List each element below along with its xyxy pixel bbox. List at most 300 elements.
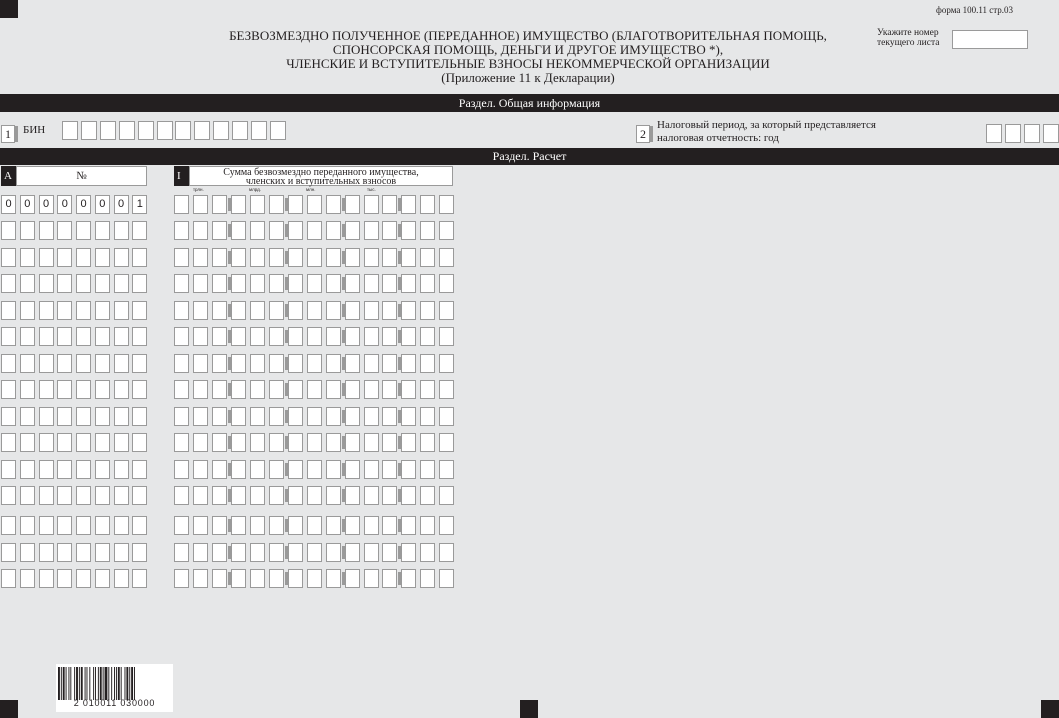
amount-digit-cell[interactable] (193, 248, 208, 267)
row-number-digit-cell[interactable] (76, 327, 91, 346)
row-number-digit-cell[interactable] (20, 486, 35, 505)
amount-digit-cell[interactable] (420, 569, 435, 588)
amount-digit-cell[interactable] (250, 380, 265, 399)
amount-digit-cell[interactable] (212, 516, 227, 535)
row-number-digit-cell[interactable] (20, 221, 35, 240)
amount-digit-cell[interactable] (345, 460, 360, 479)
row-number-digit-cell[interactable] (1, 486, 16, 505)
amount-digit-cell[interactable] (345, 380, 360, 399)
amount-digit-cell[interactable] (231, 569, 246, 588)
amount-digit-cell[interactable] (364, 195, 379, 214)
amount-digit-cell[interactable] (382, 569, 397, 588)
amount-digit-cell[interactable] (193, 380, 208, 399)
row-number-digit-cell[interactable] (39, 354, 54, 373)
row-number-digit-cell[interactable] (39, 380, 54, 399)
amount-digit-cell[interactable] (420, 516, 435, 535)
amount-digit-cell[interactable] (439, 195, 454, 214)
amount-digit-cell[interactable] (231, 327, 246, 346)
amount-digit-cell[interactable] (345, 221, 360, 240)
bin-digit-cell[interactable] (213, 121, 229, 140)
row-number-digit-cell[interactable] (39, 248, 54, 267)
bin-digit-cell[interactable] (157, 121, 173, 140)
row-number-digit-cell[interactable] (132, 274, 147, 293)
amount-digit-cell[interactable] (364, 248, 379, 267)
amount-digit-cell[interactable] (420, 327, 435, 346)
amount-digit-cell[interactable] (231, 221, 246, 240)
row-number-digit-cell[interactable]: 0 (76, 195, 91, 214)
amount-digit-cell[interactable] (364, 327, 379, 346)
amount-digit-cell[interactable] (326, 486, 341, 505)
row-number-digit-cell[interactable] (114, 301, 129, 320)
amount-digit-cell[interactable] (364, 486, 379, 505)
row-number-digit-cell[interactable] (95, 433, 110, 452)
row-number-digit-cell[interactable] (57, 543, 72, 562)
amount-digit-cell[interactable] (326, 543, 341, 562)
amount-digit-cell[interactable] (307, 460, 322, 479)
amount-digit-cell[interactable] (307, 327, 322, 346)
amount-digit-cell[interactable] (269, 433, 284, 452)
amount-digit-cell[interactable] (382, 221, 397, 240)
row-number-digit-cell[interactable] (20, 380, 35, 399)
row-number-digit-cell[interactable] (1, 221, 16, 240)
row-number-digit-cell[interactable] (95, 380, 110, 399)
amount-digit-cell[interactable] (174, 327, 189, 346)
row-number-digit-cell[interactable] (114, 543, 129, 562)
row-number-digit-cell[interactable] (76, 543, 91, 562)
amount-digit-cell[interactable] (250, 407, 265, 426)
amount-digit-cell[interactable] (231, 248, 246, 267)
amount-digit-cell[interactable] (231, 433, 246, 452)
amount-digit-cell[interactable] (212, 221, 227, 240)
amount-digit-cell[interactable] (420, 248, 435, 267)
amount-digit-cell[interactable] (345, 569, 360, 588)
amount-digit-cell[interactable] (439, 460, 454, 479)
amount-digit-cell[interactable] (307, 433, 322, 452)
amount-digit-cell[interactable] (326, 407, 341, 426)
amount-digit-cell[interactable] (420, 195, 435, 214)
amount-digit-cell[interactable] (174, 354, 189, 373)
amount-digit-cell[interactable] (288, 486, 303, 505)
row-number-digit-cell[interactable] (76, 433, 91, 452)
row-number-digit-cell[interactable] (39, 221, 54, 240)
amount-digit-cell[interactable] (382, 543, 397, 562)
amount-digit-cell[interactable] (345, 354, 360, 373)
amount-digit-cell[interactable] (231, 543, 246, 562)
row-number-digit-cell[interactable] (95, 274, 110, 293)
amount-digit-cell[interactable] (193, 460, 208, 479)
row-number-digit-cell[interactable] (95, 248, 110, 267)
amount-digit-cell[interactable] (212, 380, 227, 399)
amount-digit-cell[interactable] (250, 486, 265, 505)
amount-digit-cell[interactable] (212, 486, 227, 505)
row-number-digit-cell[interactable] (39, 301, 54, 320)
row-number-digit-cell[interactable] (95, 354, 110, 373)
row-number-digit-cell[interactable] (57, 354, 72, 373)
amount-digit-cell[interactable] (364, 221, 379, 240)
bin-digit-cell[interactable] (270, 121, 286, 140)
row-number-digit-cell[interactable] (76, 569, 91, 588)
amount-digit-cell[interactable] (439, 301, 454, 320)
row-number-digit-cell[interactable] (1, 354, 16, 373)
row-number-digit-cell[interactable] (20, 516, 35, 535)
amount-digit-cell[interactable] (345, 407, 360, 426)
amount-digit-cell[interactable] (269, 221, 284, 240)
row-number-digit-cell[interactable] (57, 433, 72, 452)
row-number-digit-cell[interactable] (76, 248, 91, 267)
amount-digit-cell[interactable] (382, 380, 397, 399)
row-number-digit-cell[interactable] (114, 274, 129, 293)
amount-digit-cell[interactable] (439, 516, 454, 535)
amount-digit-cell[interactable] (250, 327, 265, 346)
amount-digit-cell[interactable] (288, 354, 303, 373)
bin-digit-cell[interactable] (232, 121, 248, 140)
amount-digit-cell[interactable] (269, 327, 284, 346)
amount-digit-cell[interactable] (212, 569, 227, 588)
amount-digit-cell[interactable] (307, 543, 322, 562)
amount-digit-cell[interactable] (401, 221, 416, 240)
row-number-digit-cell[interactable] (1, 327, 16, 346)
row-number-digit-cell[interactable] (95, 569, 110, 588)
amount-digit-cell[interactable] (364, 569, 379, 588)
row-number-digit-cell[interactable] (76, 354, 91, 373)
amount-digit-cell[interactable] (288, 327, 303, 346)
amount-digit-cell[interactable] (288, 407, 303, 426)
row-number-digit-cell[interactable] (20, 327, 35, 346)
amount-digit-cell[interactable] (307, 248, 322, 267)
amount-digit-cell[interactable] (231, 407, 246, 426)
row-number-digit-cell[interactable] (132, 433, 147, 452)
amount-digit-cell[interactable] (174, 301, 189, 320)
amount-digit-cell[interactable] (364, 516, 379, 535)
row-number-digit-cell[interactable] (95, 460, 110, 479)
amount-digit-cell[interactable] (174, 195, 189, 214)
amount-digit-cell[interactable] (269, 407, 284, 426)
sheet-number-input[interactable] (952, 30, 1028, 49)
amount-digit-cell[interactable] (420, 543, 435, 562)
amount-digit-cell[interactable] (345, 516, 360, 535)
amount-digit-cell[interactable] (401, 433, 416, 452)
amount-digit-cell[interactable] (382, 516, 397, 535)
row-number-digit-cell[interactable] (39, 569, 54, 588)
amount-digit-cell[interactable] (420, 380, 435, 399)
amount-digit-cell[interactable] (401, 380, 416, 399)
amount-digit-cell[interactable] (250, 195, 265, 214)
row-number-digit-cell[interactable] (1, 569, 16, 588)
amount-digit-cell[interactable] (231, 301, 246, 320)
row-number-digit-cell[interactable] (20, 301, 35, 320)
row-number-digit-cell[interactable] (95, 486, 110, 505)
row-number-digit-cell[interactable] (1, 407, 16, 426)
row-number-digit-cell[interactable] (57, 221, 72, 240)
row-number-digit-cell[interactable]: 0 (39, 195, 54, 214)
amount-digit-cell[interactable] (420, 407, 435, 426)
row-number-digit-cell[interactable] (114, 516, 129, 535)
row-number-digit-cell[interactable] (114, 569, 129, 588)
row-number-digit-cell[interactable] (132, 516, 147, 535)
amount-digit-cell[interactable] (307, 407, 322, 426)
amount-digit-cell[interactable] (401, 248, 416, 267)
amount-digit-cell[interactable] (345, 543, 360, 562)
row-number-digit-cell[interactable] (39, 516, 54, 535)
amount-digit-cell[interactable] (193, 221, 208, 240)
amount-digit-cell[interactable] (420, 486, 435, 505)
amount-digit-cell[interactable] (364, 274, 379, 293)
amount-digit-cell[interactable] (288, 433, 303, 452)
amount-digit-cell[interactable] (345, 248, 360, 267)
row-number-digit-cell[interactable] (20, 543, 35, 562)
amount-digit-cell[interactable] (307, 274, 322, 293)
amount-digit-cell[interactable] (307, 516, 322, 535)
amount-digit-cell[interactable] (401, 195, 416, 214)
row-number-digit-cell[interactable] (57, 407, 72, 426)
amount-digit-cell[interactable] (174, 433, 189, 452)
bin-digit-cell[interactable] (62, 121, 78, 140)
bin-digit-cell[interactable] (138, 121, 154, 140)
amount-digit-cell[interactable] (382, 460, 397, 479)
amount-digit-cell[interactable] (439, 543, 454, 562)
amount-digit-cell[interactable] (420, 274, 435, 293)
row-number-digit-cell[interactable] (114, 221, 129, 240)
row-number-digit-cell[interactable] (132, 569, 147, 588)
amount-digit-cell[interactable] (439, 433, 454, 452)
row-number-digit-cell[interactable] (1, 543, 16, 562)
row-number-digit-cell[interactable] (20, 248, 35, 267)
amount-digit-cell[interactable] (231, 195, 246, 214)
amount-digit-cell[interactable] (345, 486, 360, 505)
amount-digit-cell[interactable] (382, 301, 397, 320)
row-number-digit-cell[interactable] (114, 380, 129, 399)
row-number-digit-cell[interactable] (57, 301, 72, 320)
amount-digit-cell[interactable] (193, 354, 208, 373)
row-number-digit-cell[interactable] (20, 460, 35, 479)
amount-digit-cell[interactable] (326, 274, 341, 293)
amount-digit-cell[interactable] (174, 543, 189, 562)
amount-digit-cell[interactable] (439, 221, 454, 240)
bin-digit-cell[interactable] (81, 121, 97, 140)
amount-digit-cell[interactable] (439, 569, 454, 588)
bin-digit-cell[interactable] (251, 121, 267, 140)
amount-digit-cell[interactable] (382, 486, 397, 505)
amount-digit-cell[interactable] (174, 407, 189, 426)
amount-digit-cell[interactable] (364, 407, 379, 426)
row-number-digit-cell[interactable] (95, 221, 110, 240)
amount-digit-cell[interactable] (326, 354, 341, 373)
row-number-digit-cell[interactable]: 1 (132, 195, 147, 214)
amount-digit-cell[interactable] (326, 327, 341, 346)
amount-digit-cell[interactable] (174, 569, 189, 588)
amount-digit-cell[interactable] (269, 516, 284, 535)
amount-digit-cell[interactable] (269, 543, 284, 562)
row-number-digit-cell[interactable] (132, 248, 147, 267)
amount-digit-cell[interactable] (382, 407, 397, 426)
row-number-digit-cell[interactable] (57, 274, 72, 293)
row-number-digit-cell[interactable] (114, 354, 129, 373)
row-number-digit-cell[interactable] (76, 407, 91, 426)
amount-digit-cell[interactable] (439, 486, 454, 505)
row-number-digit-cell[interactable] (39, 486, 54, 505)
row-number-digit-cell[interactable] (1, 274, 16, 293)
row-number-digit-cell[interactable] (20, 354, 35, 373)
amount-digit-cell[interactable] (212, 301, 227, 320)
amount-digit-cell[interactable] (364, 301, 379, 320)
amount-digit-cell[interactable] (326, 569, 341, 588)
row-number-digit-cell[interactable] (1, 433, 16, 452)
amount-digit-cell[interactable] (250, 354, 265, 373)
amount-digit-cell[interactable] (269, 301, 284, 320)
row-number-digit-cell[interactable] (95, 407, 110, 426)
amount-digit-cell[interactable] (193, 327, 208, 346)
row-number-digit-cell[interactable] (20, 433, 35, 452)
amount-digit-cell[interactable] (326, 380, 341, 399)
row-number-digit-cell[interactable] (76, 221, 91, 240)
amount-digit-cell[interactable] (420, 460, 435, 479)
row-number-digit-cell[interactable]: 0 (57, 195, 72, 214)
amount-digit-cell[interactable] (401, 486, 416, 505)
period-year-digit-cell[interactable] (1043, 124, 1059, 143)
row-number-digit-cell[interactable] (114, 460, 129, 479)
amount-digit-cell[interactable] (401, 327, 416, 346)
amount-digit-cell[interactable] (345, 433, 360, 452)
amount-digit-cell[interactable] (364, 460, 379, 479)
row-number-digit-cell[interactable] (132, 543, 147, 562)
amount-digit-cell[interactable] (401, 543, 416, 562)
amount-digit-cell[interactable] (364, 354, 379, 373)
amount-digit-cell[interactable] (382, 274, 397, 293)
row-number-digit-cell[interactable] (132, 380, 147, 399)
amount-digit-cell[interactable] (326, 516, 341, 535)
amount-digit-cell[interactable] (212, 248, 227, 267)
amount-digit-cell[interactable] (250, 516, 265, 535)
amount-digit-cell[interactable] (420, 301, 435, 320)
amount-digit-cell[interactable] (382, 354, 397, 373)
amount-digit-cell[interactable] (401, 569, 416, 588)
amount-digit-cell[interactable] (439, 248, 454, 267)
amount-digit-cell[interactable] (269, 195, 284, 214)
amount-digit-cell[interactable] (307, 569, 322, 588)
row-number-digit-cell[interactable] (57, 486, 72, 505)
bin-digit-cell[interactable] (194, 121, 210, 140)
amount-digit-cell[interactable] (250, 301, 265, 320)
amount-digit-cell[interactable] (401, 274, 416, 293)
amount-digit-cell[interactable] (326, 221, 341, 240)
row-number-digit-cell[interactable] (132, 221, 147, 240)
bin-digit-cell[interactable] (175, 121, 191, 140)
amount-digit-cell[interactable] (250, 248, 265, 267)
row-number-digit-cell[interactable] (57, 569, 72, 588)
row-number-digit-cell[interactable]: 0 (1, 195, 16, 214)
amount-digit-cell[interactable] (288, 248, 303, 267)
amount-digit-cell[interactable] (288, 301, 303, 320)
bin-digit-cell[interactable] (100, 121, 116, 140)
amount-digit-cell[interactable] (288, 569, 303, 588)
row-number-digit-cell[interactable] (76, 274, 91, 293)
amount-digit-cell[interactable] (345, 327, 360, 346)
amount-digit-cell[interactable] (174, 221, 189, 240)
row-number-digit-cell[interactable] (1, 516, 16, 535)
period-year-digit-cell[interactable] (986, 124, 1002, 143)
row-number-digit-cell[interactable] (95, 543, 110, 562)
amount-digit-cell[interactable] (288, 543, 303, 562)
amount-digit-cell[interactable] (231, 460, 246, 479)
amount-digit-cell[interactable] (250, 433, 265, 452)
row-number-digit-cell[interactable] (76, 486, 91, 505)
amount-digit-cell[interactable] (326, 248, 341, 267)
amount-digit-cell[interactable] (193, 486, 208, 505)
amount-digit-cell[interactable] (345, 301, 360, 320)
amount-digit-cell[interactable] (174, 486, 189, 505)
amount-digit-cell[interactable] (269, 248, 284, 267)
amount-digit-cell[interactable] (288, 274, 303, 293)
row-number-digit-cell[interactable] (132, 327, 147, 346)
amount-digit-cell[interactable] (439, 407, 454, 426)
amount-digit-cell[interactable] (382, 248, 397, 267)
amount-digit-cell[interactable] (212, 433, 227, 452)
row-number-digit-cell[interactable] (57, 516, 72, 535)
row-number-digit-cell[interactable] (1, 248, 16, 267)
row-number-digit-cell[interactable] (20, 407, 35, 426)
amount-digit-cell[interactable] (420, 433, 435, 452)
amount-digit-cell[interactable] (439, 274, 454, 293)
row-number-digit-cell[interactable] (76, 380, 91, 399)
amount-digit-cell[interactable] (364, 433, 379, 452)
row-number-digit-cell[interactable]: 0 (20, 195, 35, 214)
amount-digit-cell[interactable] (174, 516, 189, 535)
period-year-digit-cell[interactable] (1005, 124, 1021, 143)
amount-digit-cell[interactable] (364, 380, 379, 399)
row-number-digit-cell[interactable] (132, 301, 147, 320)
amount-digit-cell[interactable] (193, 195, 208, 214)
row-number-digit-cell[interactable] (20, 569, 35, 588)
amount-digit-cell[interactable] (307, 301, 322, 320)
amount-digit-cell[interactable] (193, 407, 208, 426)
row-number-digit-cell[interactable] (95, 516, 110, 535)
amount-digit-cell[interactable] (250, 274, 265, 293)
amount-digit-cell[interactable] (326, 433, 341, 452)
amount-digit-cell[interactable] (307, 380, 322, 399)
amount-digit-cell[interactable] (193, 433, 208, 452)
amount-digit-cell[interactable] (288, 221, 303, 240)
row-number-digit-cell[interactable] (57, 460, 72, 479)
amount-digit-cell[interactable] (326, 460, 341, 479)
amount-digit-cell[interactable] (439, 354, 454, 373)
amount-digit-cell[interactable] (345, 274, 360, 293)
amount-digit-cell[interactable] (193, 301, 208, 320)
bin-digit-cell[interactable] (119, 121, 135, 140)
row-number-digit-cell[interactable] (95, 301, 110, 320)
row-number-digit-cell[interactable] (1, 460, 16, 479)
amount-digit-cell[interactable] (420, 221, 435, 240)
amount-digit-cell[interactable] (174, 248, 189, 267)
amount-digit-cell[interactable] (212, 543, 227, 562)
amount-digit-cell[interactable] (269, 274, 284, 293)
row-number-digit-cell[interactable] (132, 460, 147, 479)
amount-digit-cell[interactable] (345, 195, 360, 214)
amount-digit-cell[interactable] (212, 460, 227, 479)
amount-digit-cell[interactable] (269, 569, 284, 588)
amount-digit-cell[interactable] (193, 543, 208, 562)
row-number-digit-cell[interactable] (39, 327, 54, 346)
amount-digit-cell[interactable] (401, 354, 416, 373)
amount-digit-cell[interactable] (174, 274, 189, 293)
row-number-digit-cell[interactable] (39, 274, 54, 293)
row-number-digit-cell[interactable] (39, 460, 54, 479)
period-year-digit-cell[interactable] (1024, 124, 1040, 143)
row-number-digit-cell[interactable] (57, 248, 72, 267)
amount-digit-cell[interactable] (250, 543, 265, 562)
amount-digit-cell[interactable] (382, 195, 397, 214)
row-number-digit-cell[interactable] (39, 433, 54, 452)
amount-digit-cell[interactable] (231, 516, 246, 535)
